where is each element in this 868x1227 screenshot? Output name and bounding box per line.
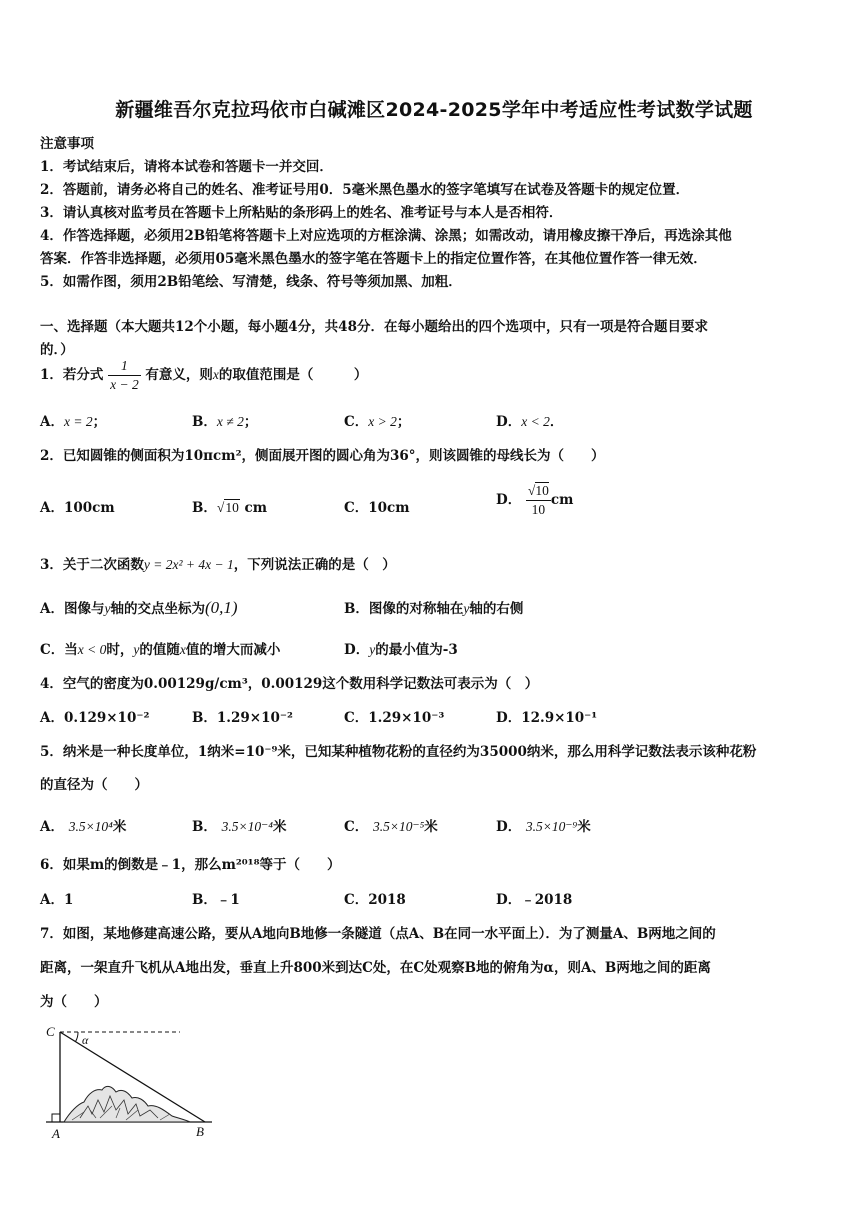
question-4: 4．空气的密度为0.00129g/cm³，0.00129这个数用科学记数法可表示为（ ） — [40, 676, 539, 692]
question-2: 2．已知圆锥的侧面积为10πcm²，侧面展开图的圆心角为36°，则该圆锥的母线长为（ ） — [40, 448, 605, 464]
q1-fraction-num: 1 — [108, 357, 141, 376]
q1-post1: 有意义，则 — [145, 367, 213, 383]
q2-d-num: √10 — [526, 482, 551, 501]
q2-option-b: B．√10 cm — [192, 500, 268, 516]
question-5-cont: 的直径为（ ） — [40, 777, 148, 793]
q1-fraction-den: x − 2 — [110, 377, 139, 392]
note-item-4: 4．作答选择题，必须用2B铅笔将答题卡上对应选项的方框涂满、涂黑；如需改动，请用橡皮擦干净后，再选涂其他 — [40, 228, 732, 244]
note-item-3: 3．请认真核对监考员在答题卡上所粘贴的条形码上的姓名、准考证号与本人是否相符． — [40, 205, 563, 221]
q1-option-b: B．x ≠ 2； — [192, 414, 258, 430]
note-item-4-cont: 答案．作答非选择题，必须用05毫米黑色墨水的签字笔在答题卡上的指定位置作答，在其他位置作答一律无效． — [40, 251, 707, 267]
q3-option-b: B．图像的对称轴在y轴的右侧 — [344, 601, 524, 617]
question-7: 7．如图，某地修建高速公路，要从A地向B地修一条隧道（点A、B在同一水平面上）．为了测量A、B两地之间的 — [40, 926, 716, 942]
label-b: B — [196, 1124, 204, 1139]
q3-formula: y = 2x² + 4x − 1 — [143, 557, 234, 572]
q3-option-a: A．图像与y轴的交点坐标为(0,1) — [40, 598, 238, 617]
q4-option-a: A．0.129×10⁻² — [40, 710, 150, 726]
question-3: 3．关于二次函数y = 2x² + 4x − 1，下列说法正确的是（ ） — [40, 557, 396, 573]
question-7-cont: 距离，一架直升飞机从A地出发，垂直上升800米到达C处，在C处观察B地的俯角为α，则A、B两地之间的距离 — [40, 960, 711, 976]
q3-option-d: D．y的最小值为-3 — [344, 642, 458, 658]
label-c: C — [46, 1024, 55, 1039]
q4-option-c: C．1.29×10⁻³ — [344, 710, 445, 726]
q6-option-a: A．1 — [40, 892, 74, 908]
angle-arc — [76, 1032, 79, 1042]
q5-option-c: C． 3.5×10⁻⁵米 — [344, 819, 438, 835]
mountain-icon — [64, 1086, 190, 1122]
label-alpha: α — [82, 1033, 89, 1047]
note-item-1: 1．考试结束后，请将本试卷和答题卡一并交回． — [40, 159, 333, 175]
question-6: 6．如果m的倒数是﹣1，那么m²⁰¹⁸等于（ ） — [40, 857, 341, 873]
question-7-cont2: 为（ ） — [40, 994, 108, 1010]
q4-option-b: B．1.29×10⁻² — [192, 710, 293, 726]
q5-option-b: B． 3.5×10⁻⁴米 — [192, 819, 287, 835]
q6-option-b: B．﹣1 — [192, 892, 240, 908]
q1-option-c: C．x > 2； — [344, 414, 411, 430]
q7-figure — [40, 1022, 230, 1142]
label-a: A — [52, 1126, 60, 1141]
question-1 — [40, 357, 367, 394]
q2-option-c: C．10cm — [344, 500, 410, 516]
question-5: 5．纳米是一种长度单位，1纳米=10⁻⁹米，已知某种植物花粉的直径约为35000纳米，那么用科学记数法表示该种花粉 — [40, 744, 757, 760]
q1-pre: 1．若分式 — [40, 367, 104, 383]
q1-post2: 的取值范围是（ ） — [218, 367, 368, 383]
q3-option-c: C．当x < 0时，y的值随x值的增大而减小 — [40, 642, 281, 658]
q5-option-d: D． 3.5×10⁻⁹米 — [496, 819, 591, 835]
q2-d-fraction — [526, 482, 551, 519]
q2-d-den: 10 — [531, 502, 546, 517]
q6-option-c: C．2018 — [344, 892, 406, 908]
q2-option-d: D． $\frac{√10}{10}$ cm — [496, 483, 574, 517]
q5-option-a: A． 3.5×10⁴米 — [40, 819, 127, 835]
q1-option-d: D．x < 2． — [496, 414, 564, 430]
right-angle-mark — [52, 1114, 60, 1122]
section-heading-cont: 的．） — [40, 342, 74, 358]
notes-heading: 注意事项 — [40, 136, 94, 152]
section-heading: 一、选择题（本大题共12个小题，每小题4分，共48分．在每小题给出的四个选项中，只有一项是符合题目要求 — [40, 319, 708, 335]
note-item-5: 5．如需作图，须用2B铅笔绘、写清楚，线条、符号等须加黑、加粗． — [40, 274, 462, 290]
q4-option-d: D．12.9×10⁻¹ — [496, 710, 598, 726]
q6-option-d: D．﹣2018 — [496, 892, 573, 908]
note-item-2: 2．答题前，请务必将自己的姓名、准考证号用0．5毫米黑色墨水的签字笔填写在试卷及答题卡的规定位置． — [40, 182, 690, 198]
q1-fraction — [108, 357, 141, 394]
page-title: 新疆维吾尔克拉玛依市白碱滩区2024-2025学年中考适应性考试数学试题 — [115, 99, 753, 121]
q1-option-a: A．x = 2； — [40, 414, 107, 430]
sqrt-icon: √10 — [216, 500, 239, 515]
q2-option-a: A．100cm — [40, 500, 115, 516]
q1-var: x — [212, 367, 219, 382]
